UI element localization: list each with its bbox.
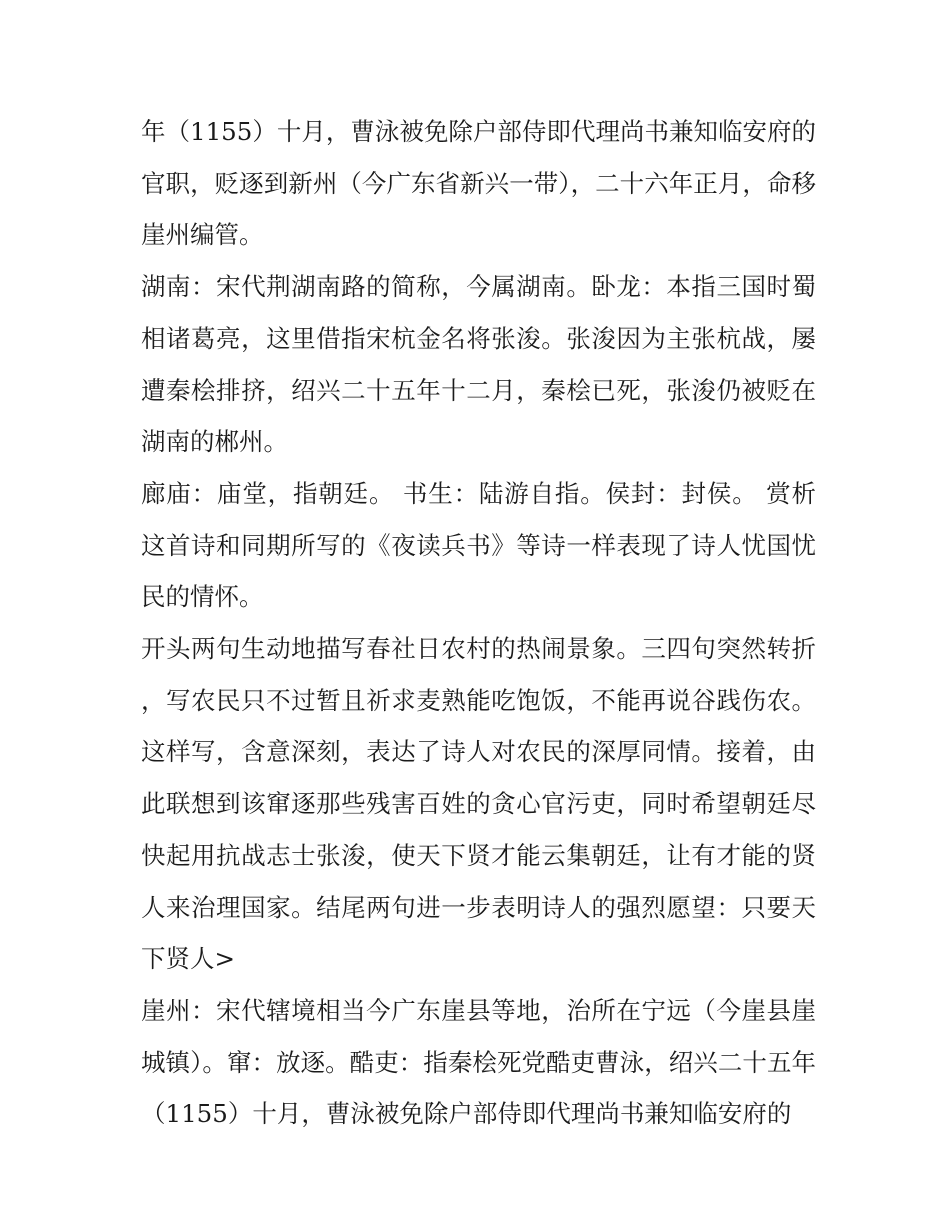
paragraph-4: 开头两句生动地描写春社日农村的热闹景象。三四句突然转折，写农民只不过暂且祈求麦熟能吃饱饭，不能再说谷践伤农。这样写，含意深刻，表达了诗人对农民的深厚同情。接着，由此联想到该窜逐那些残害百姓的贪心官污吏，同时希望朝廷尽快起用抗战志士张浚，使天下贤才能云集朝廷，让有才能的贤人来治理国家。结尾两句进一步表明诗人的强烈愿望：只要天下贤人> (141, 634, 816, 974)
paragraph-1: 年（1155）十月，曹泳被免除户部侍即代理尚书兼知临安府的官职，贬逐到新州（今广东省新兴一带），二十六年正月，命移崖州编管。 (141, 117, 816, 250)
paragraph-2: 湖南：宋代荆湖南路的简称，今属湖南。卧龙：本指三国时蜀相诸葛亮，这里借指宋杭金名将张浚。张浚因为主张杭战，屡遭秦桧排挤，绍兴二十五年十二月，秦桧已死，张浚仍被贬在湖南的郴州。 (141, 272, 816, 457)
paragraph-5: 崖州：宋代辖境相当今广东崖县等地，治所在宁远（今崖县崖城镇）。窜：放逐。酷吏：指秦桧死党酷吏曹泳，绍兴二十五年（1155）十月，曹泳被免除户部侍即代理尚书兼知临安府的 (141, 995, 816, 1129)
paragraph-3: 廊庙：庙堂，指朝廷。 书生：陆游自指。侯封：封侯。 赏析这首诗和同期所写的《夜读兵书》等诗一样表现了诗人忧国忧民的情怀。 (141, 478, 816, 612)
document-body (141, 106, 816, 1140)
